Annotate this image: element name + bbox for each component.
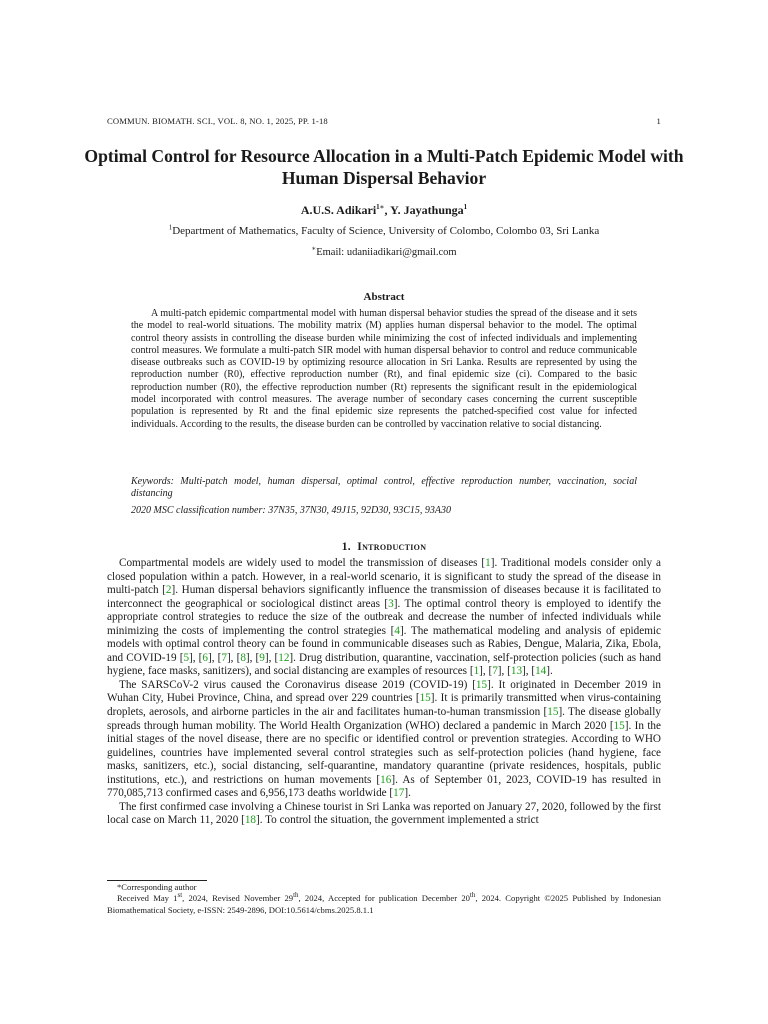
citation-link[interactable]: 13	[510, 665, 523, 678]
section-number: 1.	[341, 541, 351, 553]
citation-link[interactable]: 15	[419, 692, 431, 705]
corresponding-author-note: *Corresponding author	[117, 882, 197, 892]
author-separator: ,	[384, 203, 391, 217]
citation-link[interactable]: 18	[244, 814, 257, 827]
citation-link[interactable]: 4	[394, 624, 400, 637]
affiliation-mark: 1	[168, 223, 173, 232]
contact-email	[80, 244, 688, 258]
citation-link[interactable]: 2	[165, 584, 172, 597]
abstract-text: A multi-patch epidemic compartmental model with human dispersal behavior studies the spread of the disease and it sets the model to real-world situations. The mobility matrix (M) applies human dispersal behavior to the model. The optimal control theory assists in controlling the disease burden while minimizing the cost of infected individuals and implementing control measures. We formulate a multi-patch SIR model with human dispersal behavior to control and reduce communicable disease outbreaks such as COVID-19 by optimizing resource allocation in Sri Lanka. Results are represented by using the reproduction number (R0), effective reproduction number (Rt), and final epidemic size (ci). Compared to the basic reproduction number (R0), the effective reproduction number (Rt) represents the significant result in the epidemiological model incorporated with control measures. The average number of secondary cases concerning the current susceptible population is represented by Rt and the final epidemic size represents the patched-specified cost value for infected individuals. According to the results, the disease burden can be controlled by vaccination relative to social distancing.	[131, 308, 637, 430]
citation-link[interactable]: 8	[240, 651, 246, 664]
abstract-body	[131, 308, 637, 431]
citation-link[interactable]: 12	[278, 651, 290, 664]
author-name: A.U.S. Adikari	[300, 203, 377, 217]
citation-link[interactable]: 15	[475, 678, 488, 691]
section-heading-introduction	[80, 541, 688, 553]
author-affiliation-mark: 1	[463, 203, 468, 211]
affiliation	[80, 225, 688, 237]
paper-title: Optimal Control for Resource Allocation in a Multi-Patch Epidemic Model with Human Dispersal Behavior	[84, 146, 684, 188]
citation-link[interactable]: 15	[547, 706, 559, 719]
citation-link[interactable]: 7	[221, 651, 227, 664]
msc-classification: 2020 MSC classification number: 37N35, 37N30, 49J15, 92D30, 93C15, 93A30	[131, 505, 451, 516]
page-number: 1	[656, 116, 661, 126]
running-header	[107, 116, 661, 126]
paragraph: The SARSCoV-2 virus caused the Coronavirus disease 2019 (COVID-19) [15]. It originated in December 2019 in Wuhan City, Hubei Province, China, and spread over 229 countries [15]. It is primarily transmitted when virus-containing droplets, aerosols, and airborne particles in the air and facilitates human-to-human transmission [15]. The disease globally spreads through human mobility. The World Health Organization (WHO) declared a pandemic in March 2020 [15]. In the initial stages of the novel disease, there are no specific or identified control or prevention strategies. According to WHO guidelines, countries have implemented several control strategies such as self-protection policies (hand hygiene, face masks, sanitizers, etc.), social distancing, self-quarantine, mandatory quarantine (private residences, hospitals, public institutions, etc.), and restrictions on human movements [16]. As of September 01, 2023, COVID-19 has resulted in 770,085,713 confirmed cases and 6,956,173 deaths worldwide [17].	[107, 678, 661, 800]
keywords: Keywords: Multi-patch model, human dispersal, optimal control, effective reproduction number, vaccination, social distancing	[131, 476, 637, 500]
author-affiliation-mark: 1∗	[376, 203, 385, 211]
author-list	[80, 203, 688, 218]
author-name: Y. Jayathunga	[390, 203, 464, 217]
citation-link[interactable]: 1	[485, 557, 491, 569]
abstract-heading: Abstract	[363, 291, 405, 303]
citation-link[interactable]: 16	[380, 773, 392, 786]
citation-link[interactable]: 3	[388, 597, 394, 610]
footnote-rule	[107, 880, 207, 881]
journal-info: COMMUN. BIOMATH. SCI., VOL. 8, NO. 1, 2025, PP. 1-18	[107, 116, 328, 126]
citation-link[interactable]: 14	[535, 665, 547, 678]
citation-link[interactable]: 6	[202, 651, 208, 664]
publication-history: Received May 1st, 2024, Revised November 29th, 2024, Accepted for publication December 20th, 2024. Copyright ©2025 Published by Indonesian Biomathematical Society, e-ISSN: 2549-2896, DOI:10.5614/cbms.2025.8.1.1	[107, 891, 661, 915]
affiliation-text: Department of Mathematics, Faculty of Science, University of Colombo, Colombo 03, Sri Lanka	[172, 225, 600, 237]
citation-link[interactable]: 1	[473, 665, 480, 678]
citation-link[interactable]: 9	[259, 651, 265, 664]
citation-link[interactable]: 15	[613, 719, 625, 732]
body-text	[107, 557, 661, 828]
footnote	[107, 882, 661, 916]
paragraph: Compartmental models are widely used to model the transmission of diseases [1]. Traditional models consider only a closed population within a patch. However, in a real-world scenario, it is significant to study the spread of the disease in multi-patch [2]. Human dispersal behaviors significantly influence the transmission of diseases because it is facilitated to interconnect the geographical or sociological distinct areas [3]. The optimal control theory is employed to identify the appropriate control strategies to reduce the size of the outbreak and decrease the number of infected individuals while minimizing the costs of implementing the control strategies [4]. The mathematical modeling and analysis of epidemic models with optimal control theory can be found in communicable diseases such as Rabies, Dengue, Malaria, Zika, Ebola, and COVID-19 [5], [6], [7], [8], [9], [12]. Drug distribution, quarantine, vaccination, self-protection policies (such as hand hygiene, face masks, sanitizers), and social distancing are examples of resources [1], [7], [13], [14].	[107, 557, 662, 678]
citation-link[interactable]: 7	[492, 665, 498, 678]
email-mark: ∗	[311, 244, 317, 253]
paragraph: The first confirmed case involving a Chinese tourist in Sri Lanka was reported on January 27, 2020, followed by the first local case on March 11, 2020 [18]. To control the situation, the government implemented a strict	[107, 800, 661, 827]
citation-link[interactable]: 17	[393, 787, 405, 800]
section-title: Introduction	[357, 541, 427, 553]
email-text: Email: udaniiadikari@gmail.com	[316, 247, 457, 258]
citation-link[interactable]: 5	[183, 651, 190, 664]
